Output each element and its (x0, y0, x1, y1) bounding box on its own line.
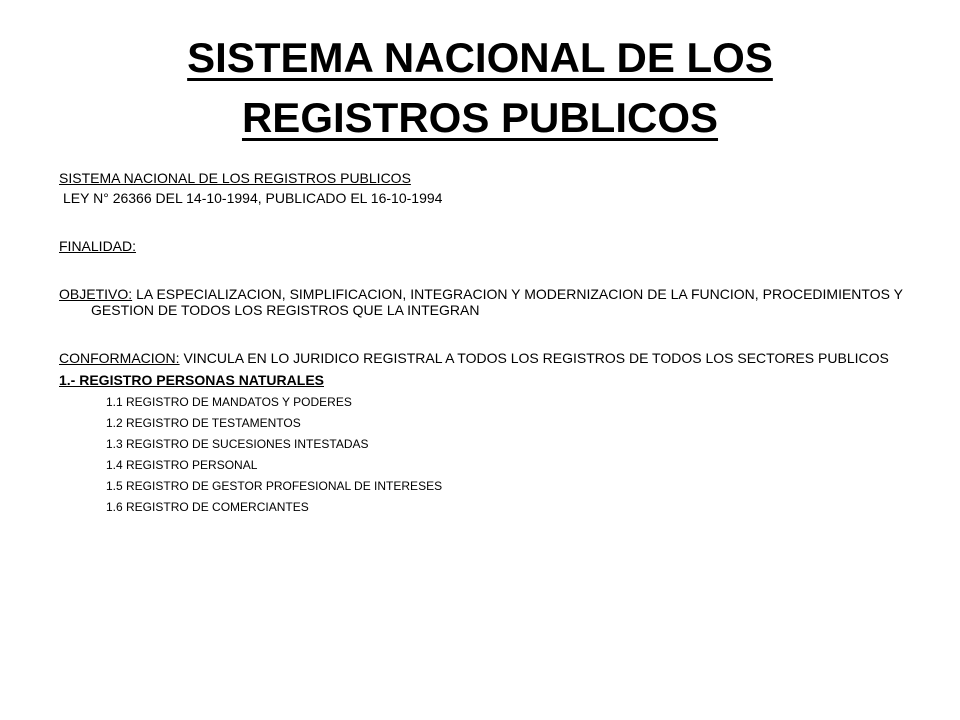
section-1-heading: 1.- REGISTRO PERSONAS NATURALES (59, 372, 324, 388)
conformacion-text: VINCULA EN LO JURIDICO REGISTRAL A TODOS LOS REGISTROS DE TODOS LOS SECTORES PUBLICOS (183, 350, 889, 366)
list-item: 1.6 REGISTRO DE COMERCIANTES (106, 500, 309, 514)
subtitle: SISTEMA NACIONAL DE LOS REGISTROS PUBLICOS (59, 170, 411, 186)
law-reference: LEY N° 26366 DEL 14-10-1994, PUBLICADO EL 16-10-1994 (63, 190, 443, 206)
list-item: 1.1 REGISTRO DE MANDATOS Y PODERES (106, 395, 352, 409)
slide-body (59, 170, 903, 518)
list-item: 1.2 REGISTRO DE TESTAMENTOS (106, 416, 301, 430)
objetivo-text: LA ESPECIALIZACION, SIMPLIFICACION, INTEGRACION Y MODERNIZACION DE LA FUNCION, PROCEDIMIENTOS Y GESTION DE TODOS LOS REGISTROS QUE LA INTEGRAN (91, 286, 903, 318)
finalidad-paragraph (59, 238, 903, 254)
objetivo-label: OBJETIVO: (59, 286, 133, 302)
list-item: 1.3 REGISTRO DE SUCESIONES INTESTADAS (106, 437, 369, 451)
conformacion-paragraph (59, 350, 903, 366)
list-item: 1.5 REGISTRO DE GESTOR PROFESIONAL DE INTERESES (106, 479, 443, 493)
objetivo-paragraph (59, 286, 903, 318)
title-line-2: REGISTROS PUBLICOS (241, 94, 719, 141)
finalidad-label: FINALIDAD: (59, 238, 137, 254)
slide-title (60, 28, 900, 148)
list-item: 1.4 REGISTRO PERSONAL (106, 458, 258, 472)
section-1-list (59, 392, 903, 518)
title-line-1: SISTEMA NACIONAL DE LOS (187, 34, 773, 81)
conformacion-label: CONFORMACION: (59, 350, 180, 366)
